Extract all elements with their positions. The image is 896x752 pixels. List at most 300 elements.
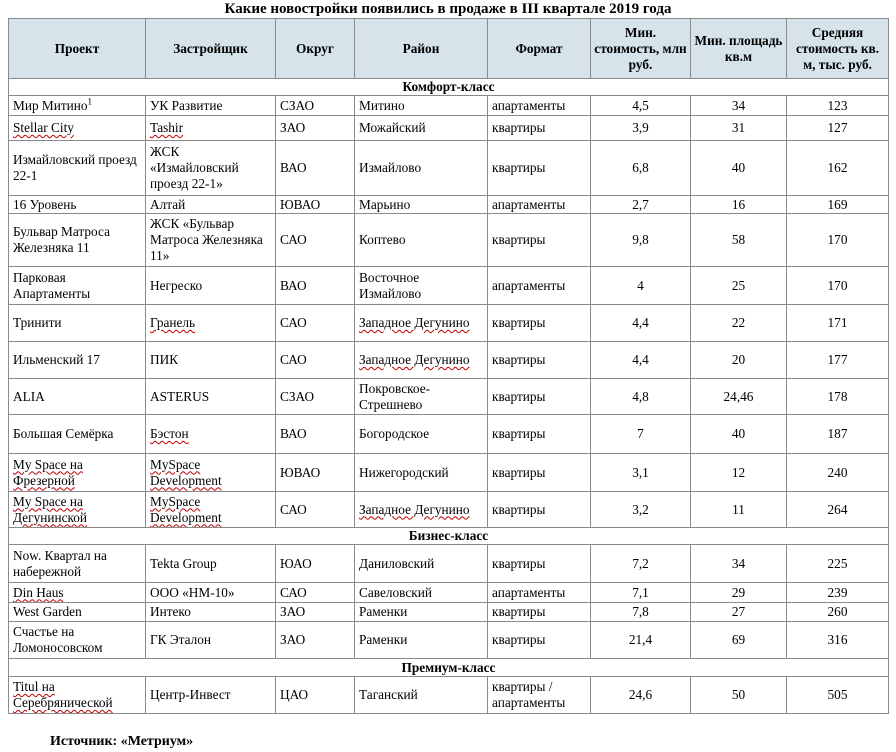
section-row [9,528,889,545]
area-text: Нижегородский [359,464,449,480]
developer-cell [146,622,276,659]
format-cell [488,454,591,492]
project-text: Тринити [13,315,62,330]
avg-price-cell [787,214,889,267]
format-text: квартиры [492,352,546,367]
format-cell [488,116,591,141]
format-text: квартиры [492,632,546,647]
avg-price-cell [787,379,889,415]
avg-price-text: 171 [827,315,848,330]
district-cell [276,196,355,214]
table-row [9,415,889,454]
min-area-cell [691,603,787,622]
min-area-text: 11 [732,501,745,517]
project-text: Измайловский проезд 22-1 [13,152,137,183]
table-row [9,305,889,342]
min-area-cell [691,622,787,659]
area-text: Марьино [359,196,411,212]
area-text: Западное Дегунино [359,315,470,330]
avg-price-text: 240 [827,464,848,480]
project-text: Din Haus [13,584,64,600]
min-area-cell [691,379,787,415]
section-row [9,79,889,96]
project-cell [9,196,146,214]
area-cell [355,141,488,196]
area-text: Раменки [359,604,408,619]
developer-text: ПИК [150,352,179,367]
format-cell [488,677,591,714]
header-avg-price: Средняя стоимость кв. м, тыс. руб. [787,19,889,79]
district-text: ЗАО [280,632,306,647]
avg-price-cell [787,267,889,305]
district-cell [276,454,355,492]
area-text: Коптево [359,232,406,247]
table-row [9,116,889,141]
min-price-cell [591,379,691,415]
format-text: квартиры [492,426,546,441]
developer-text: ЖСК «Бульвар Матроса Железняка 11» [150,216,263,263]
developer-text: УК Развитие [150,97,223,113]
format-cell [488,545,591,583]
min-area-cell [691,454,787,492]
min-price-text: 24,6 [628,687,653,702]
district-text: СЗАО [280,388,315,404]
project-cell [9,141,146,196]
district-cell [276,379,355,415]
area-cell [355,622,488,659]
project-text: Stellar City [13,120,74,135]
format-text: квартиры [492,555,546,571]
min-price-text: 4 [637,277,644,293]
format-cell [488,342,591,379]
project-text: Большая Семёрка [13,426,114,441]
avg-price-text: 170 [827,232,848,247]
min-price-text: 7,8 [632,604,649,619]
min-price-text: 2,7 [632,196,649,212]
format-cell [488,305,591,342]
avg-price-text: 170 [827,277,848,293]
avg-price-cell [787,677,889,714]
district-cell [276,545,355,583]
format-text: квартиры [492,501,546,517]
table-header-row [9,19,889,79]
min-price-cell [591,622,691,659]
format-text: апартаменты [492,277,566,293]
format-text: апартаменты [492,97,566,113]
area-cell [355,196,488,214]
district-cell [276,214,355,267]
area-text: Восточное Измайлово [359,269,422,301]
developer-cell [146,116,276,141]
min-price-text: 4,8 [632,388,649,404]
format-cell [488,492,591,528]
developer-cell [146,677,276,714]
min-price-cell [591,141,691,196]
developer-text: Алтай [150,196,186,212]
avg-price-cell [787,492,889,528]
min-area-text: 34 [731,555,746,571]
project-text: Бульвар Матроса Железняка 11 [13,224,110,255]
format-text: квартиры [492,160,546,175]
header-project: Проект [9,19,146,79]
developer-text: Tashir [150,120,184,135]
avg-price-text: 260 [827,604,848,619]
avg-price-cell [787,545,889,583]
project-text: My Space на Фрезерной [13,456,83,488]
new-buildings-table [8,18,889,714]
developer-cell [146,214,276,267]
area-cell [355,342,488,379]
avg-price-cell [787,415,889,454]
developer-text: ASTERUS [150,388,210,404]
district-text: ЮВАО [280,464,321,480]
avg-price-text: 225 [827,555,848,571]
avg-price-cell [787,196,889,214]
min-area-cell [691,267,787,305]
source-note: Источник: «Метриум» [50,734,194,749]
developer-cell [146,545,276,583]
developer-cell [146,492,276,528]
table-row [9,379,889,415]
min-price-cell [591,603,691,622]
project-cell [9,415,146,454]
district-cell [276,492,355,528]
district-text: САО [280,501,307,517]
area-text: Таганский [359,687,418,702]
format-text: квартиры [492,232,546,247]
district-text: ЮВАО [280,196,321,212]
developer-cell [146,603,276,622]
min-area-cell [691,583,787,603]
min-price-cell [591,677,691,714]
page-title: Какие новостройки появились в продаже в III квартале 2019 года [224,1,672,17]
project-cell [9,379,146,415]
project-text: West Garden [13,604,82,619]
min-price-text: 4,4 [632,315,649,330]
avg-price-cell [787,141,889,196]
header-min-area: Мин. площадь кв.м [691,19,787,79]
area-cell [355,492,488,528]
developer-cell [146,96,276,116]
min-area-cell [691,196,787,214]
area-text: Савеловский [359,584,432,600]
format-cell [488,603,591,622]
avg-price-cell [787,603,889,622]
avg-price-cell [787,116,889,141]
min-area-cell [691,677,787,714]
area-cell [355,116,488,141]
min-price-cell [591,415,691,454]
table-row [9,677,889,714]
section-row [9,659,889,677]
district-text: САО [280,584,307,600]
avg-price-text: 177 [827,352,848,367]
project-text: 16 Уровень [13,196,77,212]
district-cell [276,96,355,116]
format-text: квартиры / апартаменты [492,679,566,710]
project-cell [9,116,146,141]
district-text: САО [280,352,307,367]
min-area-text: 50 [731,687,746,702]
district-cell [276,267,355,305]
format-cell [488,96,591,116]
table-row [9,96,889,116]
format-cell [488,196,591,214]
developer-cell [146,379,276,415]
avg-price-cell [787,305,889,342]
district-text: СЗАО [280,97,315,113]
min-price-cell [591,492,691,528]
min-area-cell [691,116,787,141]
avg-price-text: 316 [827,632,848,647]
avg-price-cell [787,454,889,492]
header-area: Район [355,19,488,79]
min-area-cell [691,342,787,379]
table-row [9,545,889,583]
project-cell [9,305,146,342]
area-cell [355,214,488,267]
min-price-cell [591,96,691,116]
format-cell [488,415,591,454]
area-text: Покровское-Стрешнево [359,380,431,412]
area-text: Можайский [359,120,426,135]
project-cell [9,622,146,659]
developer-cell [146,415,276,454]
min-price-text: 9,8 [632,232,649,247]
format-text: квартиры [492,604,546,619]
developer-text: Бэстон [150,426,189,441]
district-text: ВАО [280,277,307,293]
min-price-text: 4,4 [632,352,649,367]
min-price-cell [591,342,691,379]
project-text: Счастье на Ломоносовском [13,624,103,655]
min-price-cell [591,454,691,492]
district-cell [276,116,355,141]
min-price-cell [591,545,691,583]
section-title: Премиум-класс [9,659,889,677]
district-text: ВАО [280,160,307,175]
section-title: Комфорт-класс [9,79,889,96]
table-row [9,342,889,379]
min-price-text: 4,5 [632,97,649,113]
min-area-text: 16 [731,196,746,212]
min-area-cell [691,141,787,196]
area-cell [355,454,488,492]
avg-price-cell [787,583,889,603]
header-district: Округ [276,19,355,79]
project-text: Ильменский 17 [13,352,100,367]
min-area-cell [691,415,787,454]
project-text: My Space на Дегунинской [13,493,88,525]
developer-text: Интеко [150,604,191,619]
section-title: Бизнес-класс [9,528,889,545]
table-row [9,214,889,267]
min-price-text: 3,1 [632,464,649,480]
district-text: ЗАО [280,604,306,619]
min-price-text: 6,8 [632,160,649,175]
project-text: Мир Митино [13,97,88,113]
project-cell [9,545,146,583]
format-text: квартиры [492,388,546,404]
area-text: Митино [359,97,405,113]
min-price-cell [591,305,691,342]
min-price-cell [591,116,691,141]
district-cell [276,305,355,342]
area-cell [355,415,488,454]
project-cell [9,677,146,714]
area-cell [355,545,488,583]
avg-price-text: 169 [827,196,848,212]
project-cell [9,342,146,379]
avg-price-text: 123 [827,97,848,113]
min-area-text: 31 [731,120,746,135]
format-cell [488,583,591,603]
min-price-cell [591,583,691,603]
developer-text: ООО «НМ-10» [150,584,235,600]
header-min-price: Мин. стоимость, млн руб. [591,19,691,79]
table-row [9,141,889,196]
area-cell [355,96,488,116]
format-text: квартиры [492,120,546,135]
developer-cell [146,141,276,196]
format-cell [488,267,591,305]
avg-price-text: 505 [827,687,848,702]
format-cell [488,214,591,267]
project-cell [9,96,146,116]
district-text: ЮАО [280,555,312,571]
area-text: Богородское [359,426,430,441]
min-area-cell [691,545,787,583]
format-text: апартаменты [492,584,566,600]
min-price-text: 7,2 [632,555,649,571]
min-price-cell [591,196,691,214]
avg-price-cell [787,96,889,116]
min-area-text: 58 [731,232,746,247]
min-area-text: 27 [731,604,746,619]
developer-text: Центр-Инвест [150,687,231,702]
area-text: Раменки [359,632,408,647]
header-developer: Застройщик [146,19,276,79]
avg-price-cell [787,622,889,659]
developer-text: ЖСК «Измайловский проезд 22-1» [150,144,239,191]
project-cell [9,583,146,603]
area-text: Измайлово [359,160,422,175]
developer-cell [146,267,276,305]
developer-cell [146,305,276,342]
table-row [9,454,889,492]
format-cell [488,622,591,659]
format-cell [488,141,591,196]
district-cell [276,622,355,659]
avg-price-cell [787,342,889,379]
min-area-text: 34 [731,97,746,113]
project-text: ALIA [13,388,45,404]
table-row [9,622,889,659]
min-area-cell [691,96,787,116]
min-area-text: 69 [731,632,746,647]
min-area-text: 12 [731,464,746,480]
min-price-cell [591,214,691,267]
district-cell [276,342,355,379]
developer-text: Негреско [150,277,203,293]
developer-text: MySpace Development [150,456,222,488]
developer-text: Tekta Group [150,555,217,571]
min-price-text: 7,1 [632,584,649,600]
developer-cell [146,342,276,379]
table-row [9,196,889,214]
area-text: Западное Дегунино [359,352,470,367]
min-area-cell [691,214,787,267]
table-row [9,492,889,528]
district-text: САО [280,315,307,330]
project-cell [9,267,146,305]
header-format: Формат [488,19,591,79]
area-cell [355,603,488,622]
table-row [9,267,889,305]
developer-text: ГК Эталон [150,632,212,647]
min-area-text: 22 [731,315,746,330]
district-text: ЗАО [280,120,306,135]
district-text: САО [280,232,307,247]
min-price-text: 3,9 [632,120,649,135]
avg-price-text: 187 [827,426,848,441]
table-row [9,583,889,603]
developer-cell [146,196,276,214]
min-area-text: 20 [731,352,746,367]
min-price-text: 21,4 [628,632,653,647]
district-text: ЦАО [280,687,309,702]
district-cell [276,141,355,196]
district-cell [276,677,355,714]
district-text: ВАО [280,426,307,441]
project-cell [9,492,146,528]
project-text: Titul на Серебрянической [13,679,113,710]
format-text: квартиры [492,464,546,480]
table-row [9,603,889,622]
area-cell [355,379,488,415]
avg-price-text: 162 [827,160,848,175]
district-cell [276,603,355,622]
avg-price-text: 178 [827,388,848,404]
avg-price-text: 264 [827,501,848,517]
min-price-text: 7 [637,426,644,441]
footnote-marker: 1 [87,96,93,107]
min-area-text: 40 [731,426,746,441]
area-text: Даниловский [359,555,435,571]
area-cell [355,677,488,714]
developer-text: Гранель [150,315,196,330]
district-cell [276,415,355,454]
area-cell [355,305,488,342]
area-cell [355,267,488,305]
min-area-text: 24,46 [723,388,754,404]
min-price-text: 3,2 [632,501,649,517]
min-area-text: 29 [731,584,746,600]
min-area-text: 40 [731,160,746,175]
format-text: апартаменты [492,196,566,212]
area-text: Западное Дегунино [359,501,470,517]
avg-price-text: 239 [827,584,848,600]
area-cell [355,583,488,603]
format-text: квартиры [492,315,546,330]
project-cell [9,454,146,492]
project-text: Now. Квартал на набережной [13,547,107,579]
avg-price-text: 127 [827,120,848,135]
developer-text: MySpace Development [150,493,222,525]
format-cell [488,379,591,415]
developer-cell [146,583,276,603]
developer-cell [146,454,276,492]
